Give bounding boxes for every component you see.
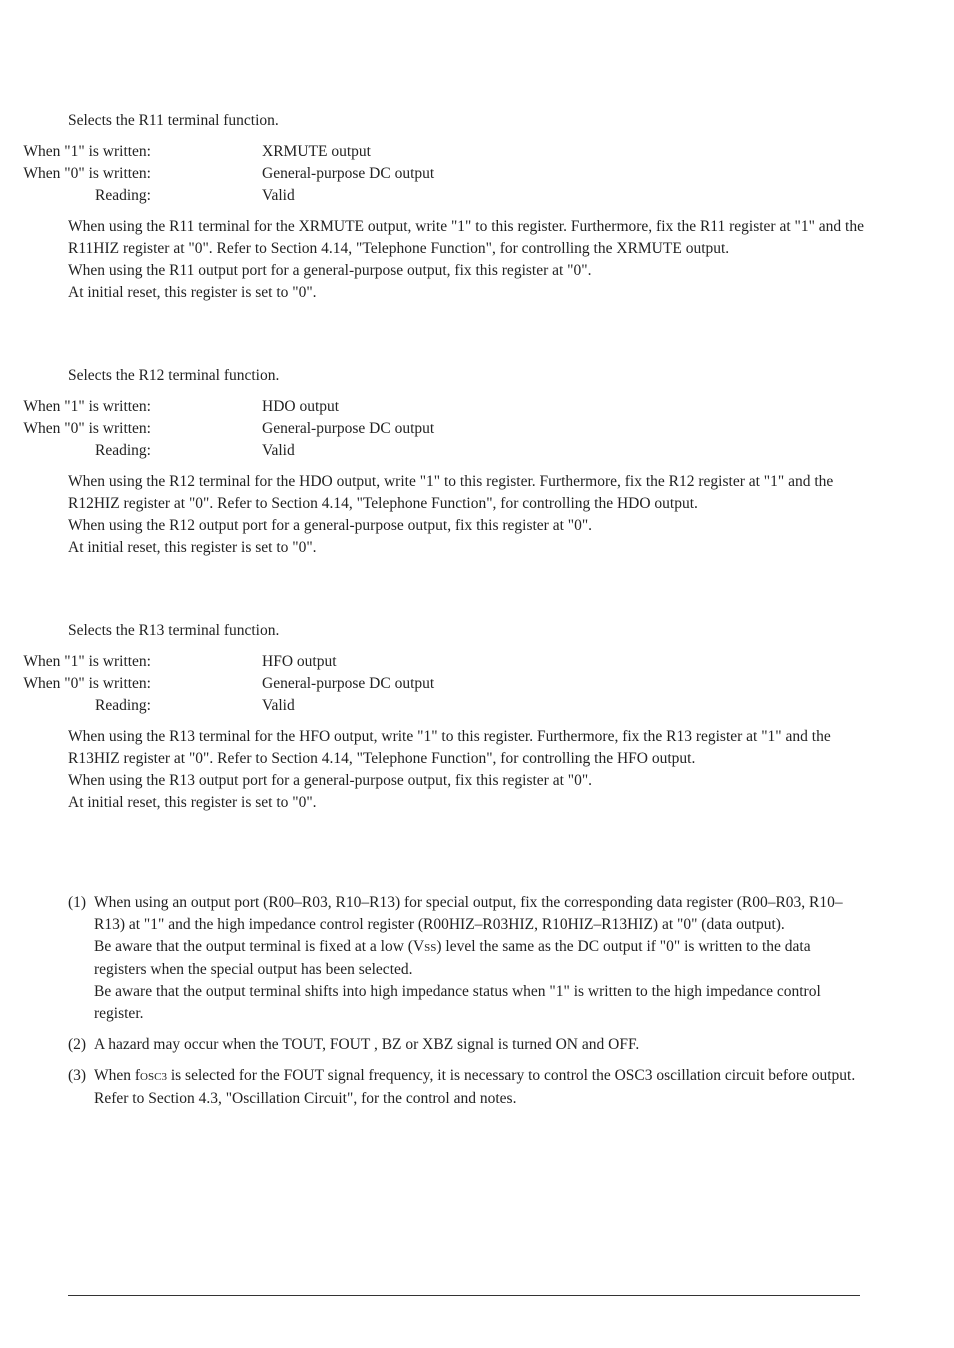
setting-row xyxy=(23,141,768,163)
paragraph: When using the R13 terminal for the HFO output, write "1" to this register. Furthermore, fix the R13 register at "1" and the R13HIZ register at "0". Refer to Section 4.14, "Telephone Function", for controlling the HFO output. xyxy=(68,728,831,767)
note-text: is selected for the FOUT signal frequency, it is necessary to control the OSC3 oscillation circuit before output. xyxy=(166,1067,856,1084)
note-paragraph xyxy=(94,936,858,981)
paragraph: When using the R11 output port for a general-purpose output, fix this register at "0". xyxy=(68,262,592,279)
section-intro: Selects the R13 terminal function. xyxy=(68,622,280,639)
setting-row xyxy=(23,673,768,695)
note-item xyxy=(68,1065,858,1110)
setting-row xyxy=(68,440,768,462)
paragraph: At initial reset, this register is set to "0". xyxy=(68,539,317,556)
setting-value: XRMUTE output xyxy=(262,143,371,160)
setting-value: General-purpose DC output xyxy=(262,420,435,437)
note-number: (2) xyxy=(68,1036,87,1053)
setting-row xyxy=(23,418,768,440)
notes-list xyxy=(68,892,858,1110)
setting-key: When "1" is written: xyxy=(23,398,151,415)
setting-row xyxy=(68,185,768,207)
setting-key: When "0" is written: xyxy=(23,675,151,692)
setting-value: Valid xyxy=(262,697,295,714)
section-body xyxy=(68,216,868,304)
paragraph: When using the R13 output port for a general-purpose output, fix this register at "0". xyxy=(68,772,593,789)
setting-key: When "0" is written: xyxy=(23,420,151,437)
section-intro: Selects the R11 terminal function. xyxy=(68,112,279,129)
setting-key: Reading: xyxy=(95,442,151,459)
setting-key: Reading: xyxy=(95,187,151,204)
section-r11 xyxy=(23,110,868,304)
settings-list xyxy=(23,141,868,207)
note-text: When f xyxy=(94,1067,141,1084)
settings-list xyxy=(23,396,868,462)
paragraph: When using the R11 terminal for the XRMUTE output, write "1" to this register. Furthermore, fix the R11 register at "1" and the R11HIZ register at "0". Refer to Section 4.14, "Telephone Function", for controlling the XRMUTE output. xyxy=(68,218,864,257)
setting-row xyxy=(68,695,768,717)
paragraph: When using the R12 output port for a general-purpose output, fix this register at "0". xyxy=(68,517,593,534)
setting-row xyxy=(23,163,768,185)
section-r13 xyxy=(23,620,868,814)
setting-value: HFO output xyxy=(262,653,337,670)
subscript-text: OSC3 xyxy=(140,1071,167,1083)
setting-value: Valid xyxy=(262,442,295,459)
note-paragraph: Be aware that the output terminal shifts into high impedance status when "1" is written to the high impedance control register. xyxy=(94,983,821,1022)
setting-key: When "1" is written: xyxy=(23,143,151,160)
note-paragraph: When using an output port (R00–R03, R10–R13) for special output, fix the corresponding data register (R00–R03, R10–R13) at "1" and the high impedance control register (R00HIZ–R03HIZ, R10HIZ–R13HIZ) at "0" (data output). xyxy=(94,894,843,933)
setting-value: Valid xyxy=(262,187,295,204)
setting-row xyxy=(23,396,768,418)
section-r12 xyxy=(23,365,868,559)
subscript-text: SS xyxy=(424,942,437,954)
note-item xyxy=(68,1034,858,1056)
note-paragraph: A hazard may occur when the TOUT, FOUT , BZ or XBZ signal is turned ON and OFF. xyxy=(94,1036,640,1053)
paragraph: At initial reset, this register is set to "0". xyxy=(68,284,317,301)
setting-key: Reading: xyxy=(95,697,151,714)
paragraph: At initial reset, this register is set to "0". xyxy=(68,794,317,811)
note-number: (3) xyxy=(68,1067,87,1084)
section-body xyxy=(68,471,868,559)
note-number: (1) xyxy=(68,894,87,911)
setting-key: When "0" is written: xyxy=(23,165,151,182)
setting-value: General-purpose DC output xyxy=(262,165,435,182)
setting-value: HDO output xyxy=(262,398,340,415)
note-text: ) level the same as the DC output if "0" is written to the data registers when the special output has been selected. xyxy=(94,938,811,978)
footer-rule xyxy=(68,1295,860,1296)
setting-value: General-purpose DC output xyxy=(262,675,435,692)
section-intro: Selects the R12 terminal function. xyxy=(68,367,280,384)
note-paragraph: Refer to Section 4.3, "Oscillation Circuit", for the control and notes. xyxy=(94,1090,517,1107)
setting-row xyxy=(23,651,768,673)
paragraph: When using the R12 terminal for the HDO output, write "1" to this register. Furthermore, fix the R12 register at "1" and the R12HIZ register at "0". Refer to Section 4.14, "Telephone Function", for controlling the HDO output. xyxy=(68,473,834,512)
note-text: Be aware that the output terminal is fixed at a low (V xyxy=(94,938,425,955)
note-item xyxy=(68,892,858,1025)
note-paragraph xyxy=(94,1065,858,1088)
setting-key: When "1" is written: xyxy=(23,653,151,670)
settings-list xyxy=(23,651,868,717)
section-body xyxy=(68,726,868,814)
